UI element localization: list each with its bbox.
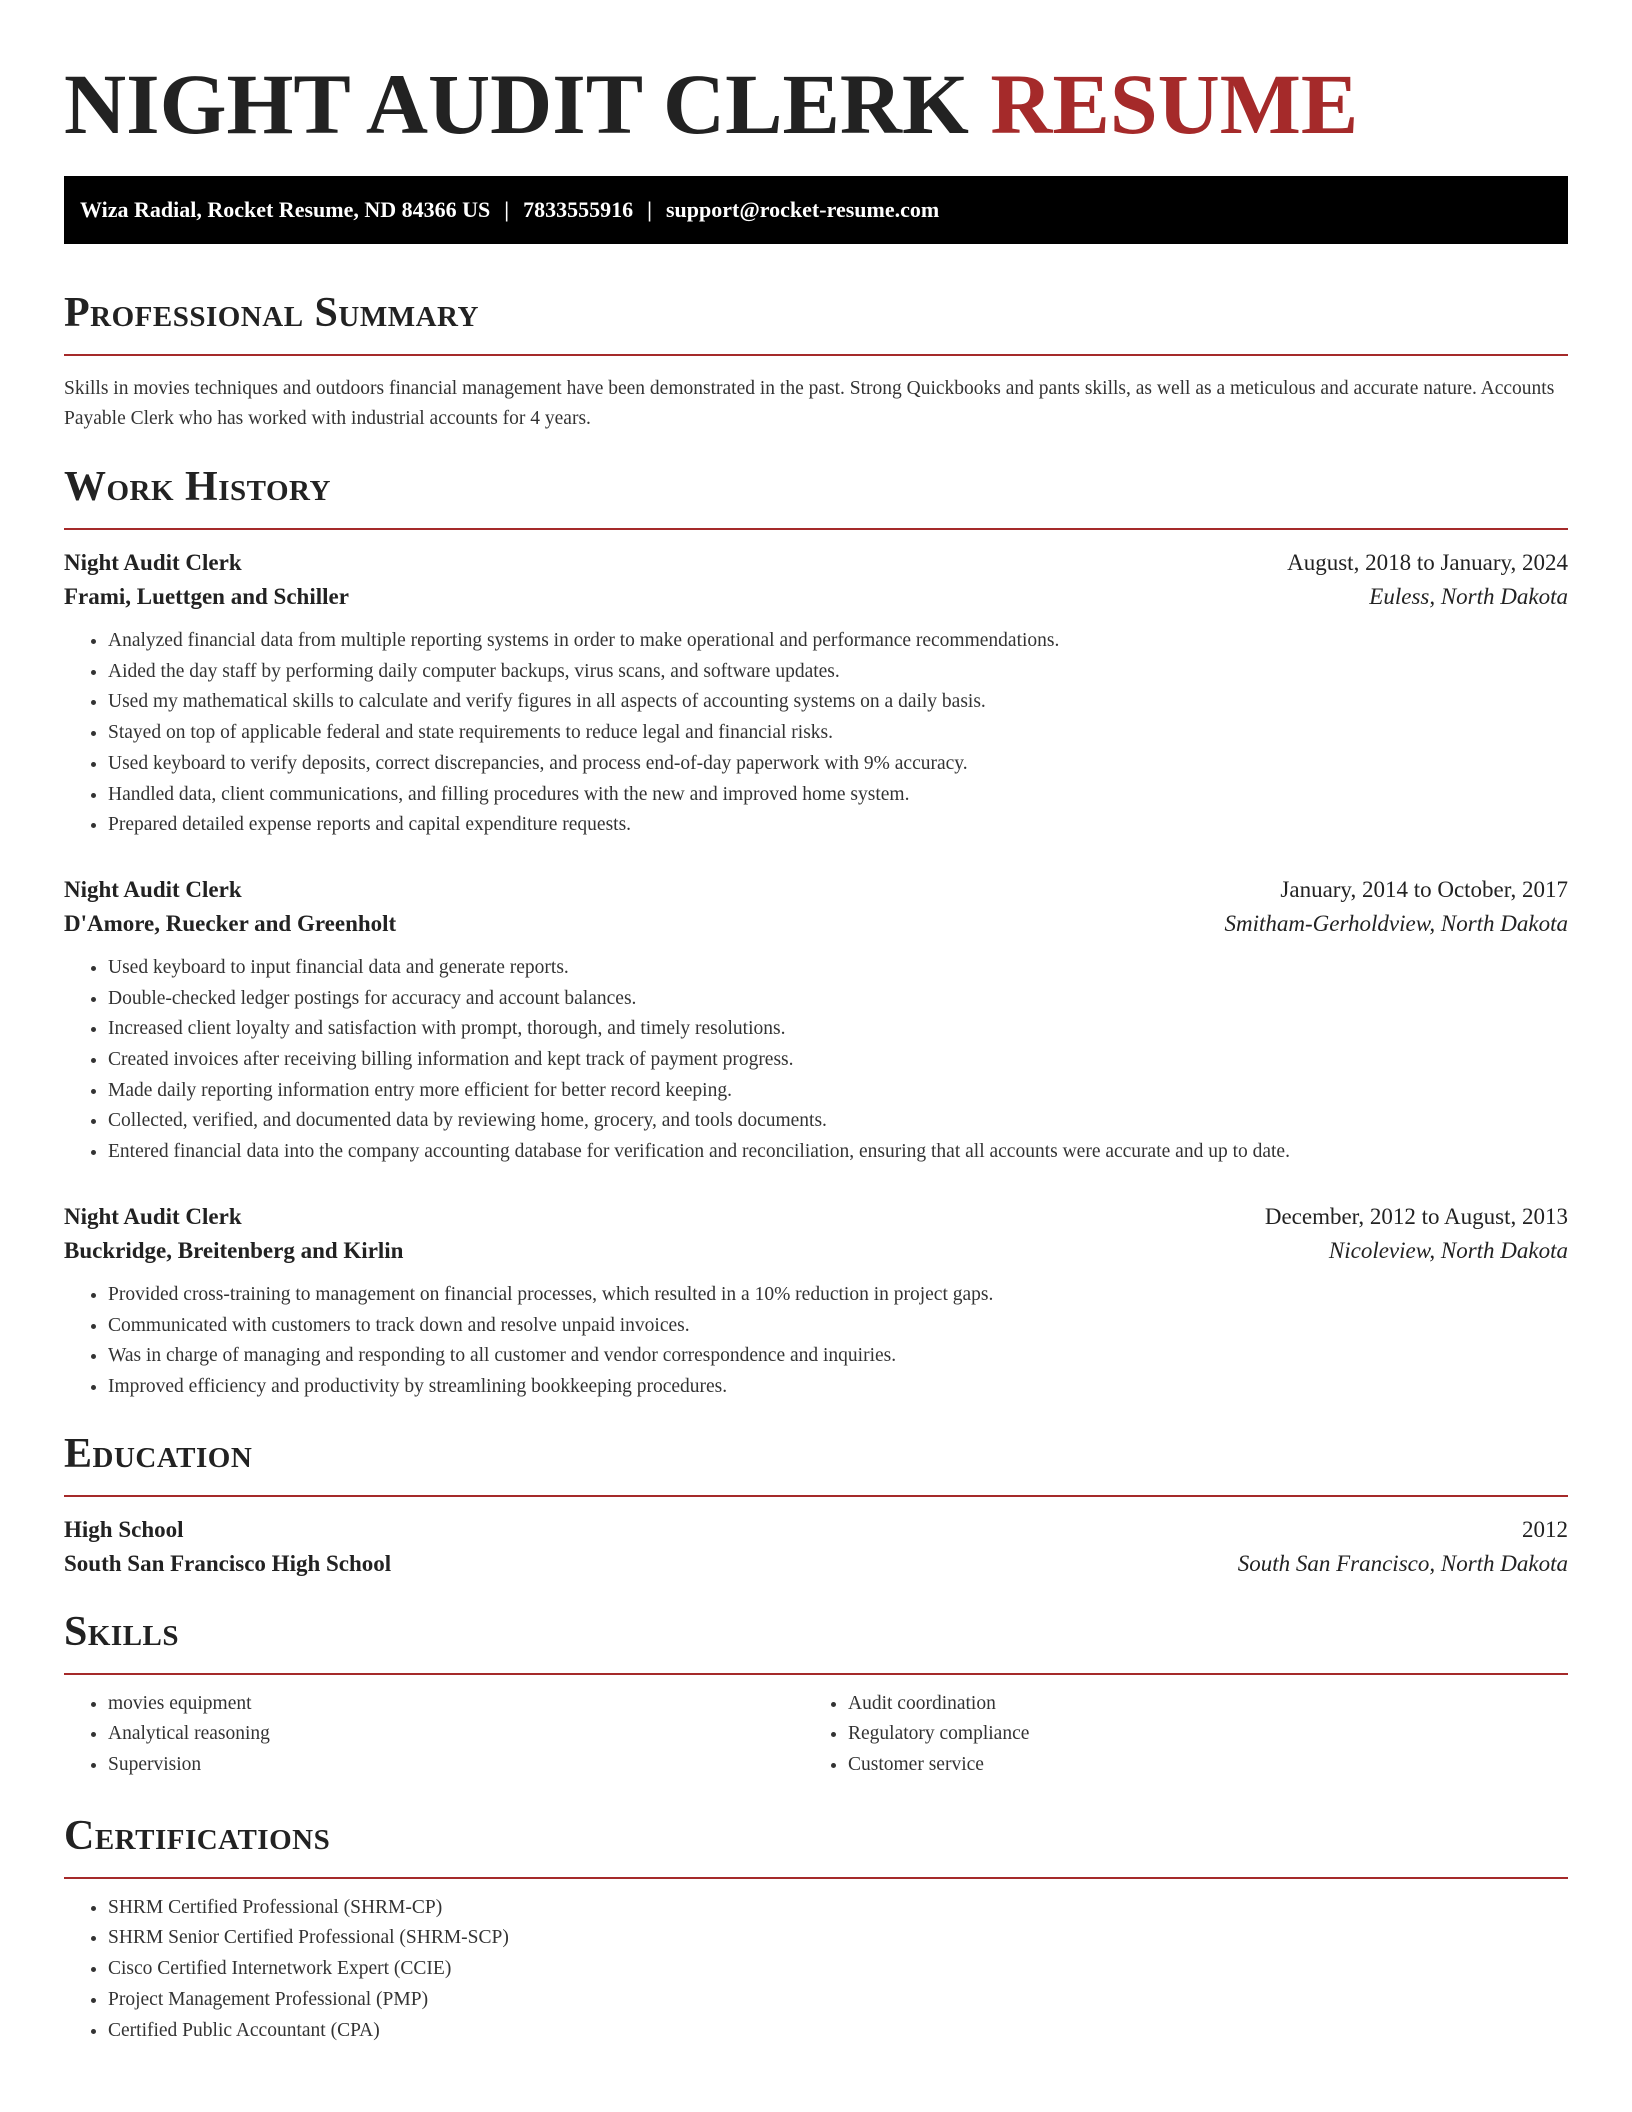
job-title: Night Audit Clerk: [64, 1203, 242, 1229]
job-company: Buckridge, Breitenberg and Kirlin: [64, 1237, 404, 1263]
resume-title: [64, 58, 1568, 150]
skills-column-right: [804, 1689, 1544, 1781]
job-dates: December, 2012 to August, 2013: [1264, 1203, 1568, 1229]
list-item: • Project Management Professional (PMP): [108, 1985, 1568, 2016]
certifications-section: [64, 1811, 1568, 2047]
job-company: Frami, Luettgen and Schiller: [64, 584, 349, 609]
contact-separator: |: [504, 197, 510, 222]
contact-phone: 7833555916: [523, 197, 634, 222]
list-item: • Used my mathematical skills to calculate and verify figures in all aspects of accounting systems on a daily basis.: [108, 687, 1568, 718]
education-section: [64, 1429, 1568, 1577]
job-entry: [64, 1204, 1568, 1403]
list-item: • Supervision: [108, 1750, 804, 1781]
list-item: • Increased client loyalty and satisfaction with prompt, thorough, and timely resolutions.: [108, 1014, 1568, 1045]
job-company-row: [64, 1238, 1568, 1264]
job-dates: August, 2018 to January, 2024: [1287, 550, 1568, 575]
work-history-section: [64, 462, 1568, 1403]
job-bullets: [64, 626, 1568, 841]
list-item: • Prepared detailed expense reports and capital expenditure requests.: [108, 810, 1568, 841]
list-item: • Communicated with customers to track down and resolve unpaid invoices.: [108, 1311, 1568, 1342]
title-accent: RESUME: [990, 56, 1359, 152]
list-item: • SHRM Senior Certified Professional (SHRM-SCP): [108, 1923, 1568, 1954]
job-header-row: [64, 877, 1568, 903]
list-item: • Double-checked ledger postings for accuracy and account balances.: [108, 984, 1568, 1015]
job-location: Smitham-Gerholdview, North Dakota: [1224, 910, 1568, 936]
section-heading-skills: Skills: [64, 1608, 180, 1655]
list-item: • Improved efficiency and productivity by streamlining bookkeeping procedures.: [108, 1372, 1568, 1403]
contact-bar: [64, 176, 1568, 244]
contact-address: Wiza Radial, Rocket Resume, ND 84366 US: [80, 197, 491, 222]
list-item: • Audit coordination: [848, 1689, 1544, 1720]
job-location: Euless, North Dakota: [1369, 584, 1568, 609]
job-header-row: [64, 550, 1568, 576]
skills-list: [804, 1689, 1544, 1781]
section-heading-work: Work History: [64, 464, 331, 510]
job-company: D'Amore, Ruecker and Greenholt: [64, 910, 397, 936]
education-entry: [64, 1517, 1568, 1577]
list-item: • Customer service: [848, 1750, 1544, 1781]
list-item: • Certified Public Accountant (CPA): [108, 2016, 1568, 2047]
list-item: • Collected, verified, and documented data by reviewing home, grocery, and tools documents.: [108, 1106, 1568, 1137]
list-item: • Used keyboard to input financial data and generate reports.: [108, 953, 1568, 984]
list-item: • Entered financial data into the company accounting database for verification and reconciliation, ensuring that all accounts were accurate and up to date.: [108, 1137, 1568, 1168]
list-item: • Provided cross-training to management on financial processes, which resulted in a 10% reduction in project gaps.: [108, 1280, 1568, 1311]
skills-list: [64, 1689, 804, 1781]
summary-section: [64, 288, 1568, 434]
job-company-row: [64, 911, 1568, 937]
section-heading-summary: Professional Summary: [64, 290, 479, 336]
job-entry: [64, 877, 1568, 1168]
skills-column-left: [64, 1689, 804, 1781]
list-item: • movies equipment: [108, 1689, 804, 1720]
list-item: • Regulatory compliance: [848, 1719, 1544, 1750]
section-divider: [64, 1495, 1568, 1497]
job-bullets: [64, 1280, 1568, 1403]
list-item: • Used keyboard to verify deposits, correct discrepancies, and process end-of-day paperwork with 9% accuracy.: [108, 749, 1568, 780]
list-item: • Handled data, client communications, and filling procedures with the new and improved home system.: [108, 780, 1568, 811]
education-school: South San Francisco High School: [64, 1550, 392, 1576]
contact-email: support@rocket-resume.com: [665, 197, 940, 222]
contact-separator: |: [647, 197, 652, 222]
certifications-list: [64, 1893, 1568, 2047]
job-company-row: [64, 584, 1568, 610]
title-main: NIGHT AUDIT CLERK: [64, 56, 969, 152]
section-divider: [64, 1673, 1568, 1675]
skills-section: [64, 1607, 1568, 1781]
resume-page: [64, 0, 1568, 2046]
section-divider: [64, 1877, 1568, 1879]
education-school-row: [64, 1551, 1568, 1577]
education-year: 2012: [1522, 1516, 1568, 1542]
section-divider: [64, 528, 1568, 530]
list-item: • Analytical reasoning: [108, 1719, 804, 1750]
list-item: • Analyzed financial data from multiple reporting systems in order to make operational and performance recommendations.: [108, 626, 1568, 657]
list-item: • Stayed on top of applicable federal and state requirements to reduce legal and financial risks.: [108, 718, 1568, 749]
section-heading-education: Education: [64, 1430, 253, 1477]
section-heading-certifications: Certifications: [64, 1812, 331, 1859]
job-location: Nicoleview, North Dakota: [1328, 1237, 1568, 1263]
job-dates: January, 2014 to October, 2017: [1280, 876, 1568, 902]
list-item: • Created invoices after receiving billing information and kept track of payment progress.: [108, 1045, 1568, 1076]
education-location: South San Francisco, North Dakota: [1237, 1550, 1568, 1576]
skills-columns: [64, 1689, 1568, 1781]
list-item: • Was in charge of managing and responding to all customer and vendor correspondence and inquiries.: [108, 1341, 1568, 1372]
list-item: • SHRM Certified Professional (SHRM-CP): [108, 1893, 1568, 1924]
list-item: • Cisco Certified Internetwork Expert (CCIE): [108, 1954, 1568, 1985]
education-header-row: [64, 1517, 1568, 1543]
summary-text: Skills in movies techniques and outdoors financial management have been demonstrated in the past. Strong Quickbooks and pants skills, as well as a meticulous and accurate nature. Accounts Payable Clerk who has worked with industrial accounts for 4 years.: [64, 378, 1555, 429]
job-bullets: [64, 953, 1568, 1168]
education-degree: High School: [64, 1516, 184, 1542]
section-divider: [64, 354, 1568, 356]
list-item: • Made daily reporting information entry more efficient for better record keeping.: [108, 1076, 1568, 1107]
job-header-row: [64, 1204, 1568, 1230]
job-entry: [64, 550, 1568, 841]
job-title: Night Audit Clerk: [64, 876, 242, 902]
job-title: Night Audit Clerk: [64, 550, 242, 575]
list-item: • Aided the day staff by performing daily computer backups, virus scans, and software updates.: [108, 657, 1568, 688]
